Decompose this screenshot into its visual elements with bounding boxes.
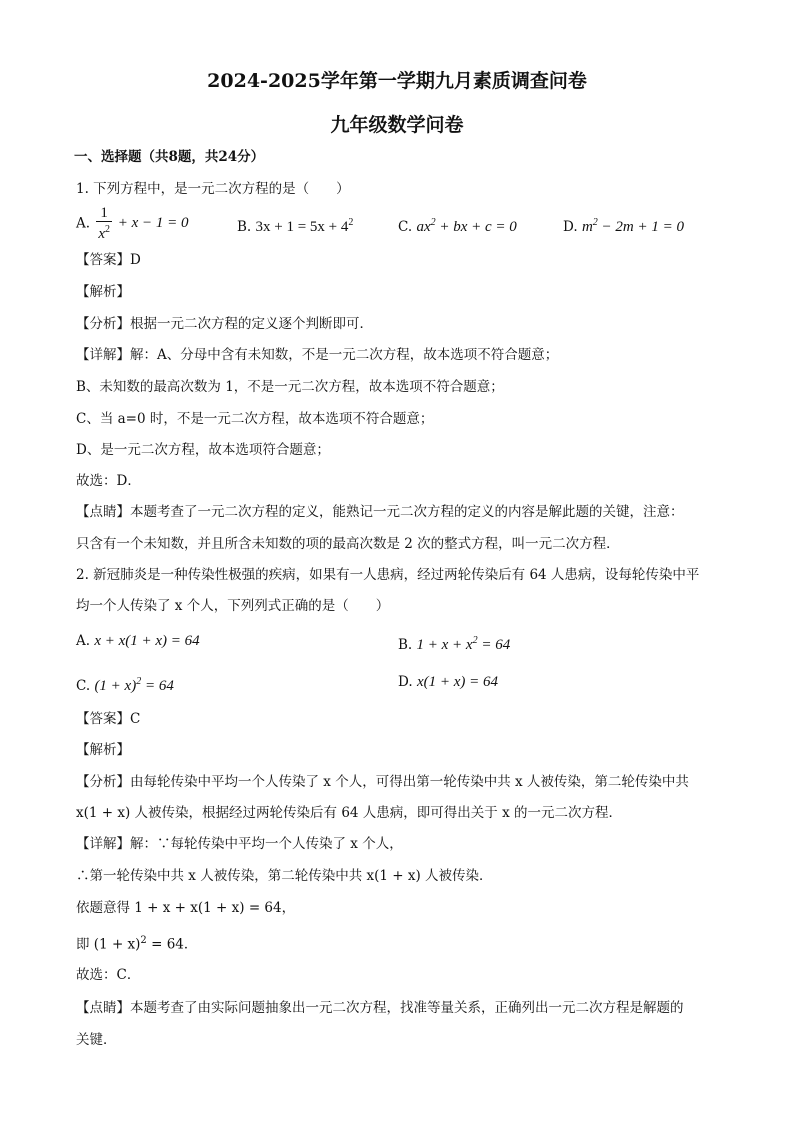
q1-option-b-expr: $3x + 1 = 5x + 4^2$: [255, 217, 354, 235]
q1-option-c-expr: $ax^2$ + bx + c = 0: [416, 217, 517, 235]
q1-stem: 1. 下列方程中，是一元二次方程的是（ ）: [76, 181, 350, 197]
q2-option-a-expr: x + x(1 + x) = 64: [94, 633, 200, 649]
q2-option-d[interactable]: [398, 673, 498, 691]
q2-answer: 【答案】C: [76, 711, 141, 727]
q1-option-d-label: D.: [563, 219, 578, 235]
q2-analysis-1: 【分析】由每轮传染中平均一个人传染了 x 个人，可得出第一轮传染中共 x 人被传染，第二轮传染中共: [76, 774, 689, 790]
q1-option-d[interactable]: [563, 214, 684, 236]
q1-choose: 故选：D．: [76, 473, 141, 489]
q1-option-a-label: A.: [76, 215, 91, 232]
section-heading: 一、选择题（共8题，共24分）: [74, 149, 265, 165]
q1-option-b-label: B.: [237, 219, 252, 235]
exam-title: 2024-2025学年第一学期九月素质调查问卷: [207, 70, 587, 92]
q1-option-a[interactable]: [76, 206, 189, 242]
q1-comment-1: 【点睛】本题考查了一元二次方程的定义，能熟记一元二次方程的定义的内容是解此题的关键，注意：: [76, 504, 684, 520]
q2-option-b-label: B.: [398, 637, 413, 653]
q2-option-d-label: D.: [398, 674, 413, 690]
q1-detail-1: 【详解】解：A、分母中含有未知数，不是一元二次方程，故本选项不符合题意；: [76, 347, 559, 363]
q2-stem-1: 2. 新冠肺炎是一种传染性极强的疾病，如果有一人患病，经过两轮传染后有 64 人患病，设每轮传染中平: [76, 567, 700, 583]
q1-detail-2: B、未知数的最高次数为 1，不是一元二次方程，故本选项不符合题意；: [76, 379, 504, 395]
q1-option-a-expr: $\frac{1}{x^2}$ + x − 1 = 0: [98, 205, 189, 242]
q2-option-a-label: A.: [76, 633, 91, 649]
q2-analysis-head: 【解析】: [76, 742, 130, 758]
q1-option-c[interactable]: [398, 214, 517, 236]
q2-option-c-expr: $(1 + x)^2 = 64$: [94, 676, 174, 694]
q1-option-d-expr: $m^2 - 2m + 1 = 0$: [581, 217, 684, 235]
q2-option-c[interactable]: [76, 673, 174, 695]
q2-choose: 故选：C．: [76, 967, 141, 983]
q2-option-b-expr: $1 + x + x^2 = 64$: [416, 635, 511, 653]
q2-option-d-expr: x(1 + x) = 64: [416, 674, 498, 690]
q2-stem-2: 均一个人传染了 x 个人，下列列式正确的是（ ）: [76, 598, 390, 614]
q1-detail-4: D、是一元二次方程，故本选项符合题意；: [76, 442, 330, 458]
q1-comment-2: 只含有一个未知数，并且所含未知数的项的最高次数是 2 次的整式方程，叫一元二次方程．: [76, 536, 620, 552]
q2-detail-2: ∴第一轮传染中共 x 人被传染，第二轮传染中共 x(1 + x) 人被传染．: [76, 868, 493, 884]
q2-detail-4: 即 $(1 + x)^2 = 64$．: [76, 935, 198, 953]
q1-analysis-head: 【解析】: [76, 284, 130, 300]
exam-subtitle: 九年级数学问卷: [330, 114, 464, 136]
q2-comment-1: 【点睛】本题考查了由实际问题抽象出一元二次方程，找准等量关系，正确列出一元二次方程是解题的: [76, 1000, 684, 1016]
q2-detail-3: 依题意得 1 + x + x(1 + x) = 64，: [76, 900, 296, 916]
q2-detail-1: 【详解】解：∵每轮传染中平均一个人传染了 x 个人，: [76, 836, 403, 852]
q2-option-c-label: C.: [76, 678, 91, 694]
q1-analysis: 【分析】根据一元二次方程的定义逐个判断即可．: [76, 316, 373, 332]
q2-option-a[interactable]: [76, 632, 200, 650]
q1-option-b[interactable]: [237, 214, 353, 236]
q2-option-b[interactable]: [398, 632, 510, 654]
q1-answer: 【答案】D: [76, 252, 141, 268]
q1-option-c-label: C.: [398, 219, 413, 235]
q2-analysis-2: x(1 + x) 人被传染，根据经过两轮传染后有 64 人患病，即可得出关于 x 的一元二次方程．: [76, 805, 622, 821]
q2-comment-2: 关键．: [76, 1032, 117, 1048]
q1-detail-3: C、当 a=0 时，不是一元二次方程，故本选项不符合题意；: [76, 411, 434, 427]
